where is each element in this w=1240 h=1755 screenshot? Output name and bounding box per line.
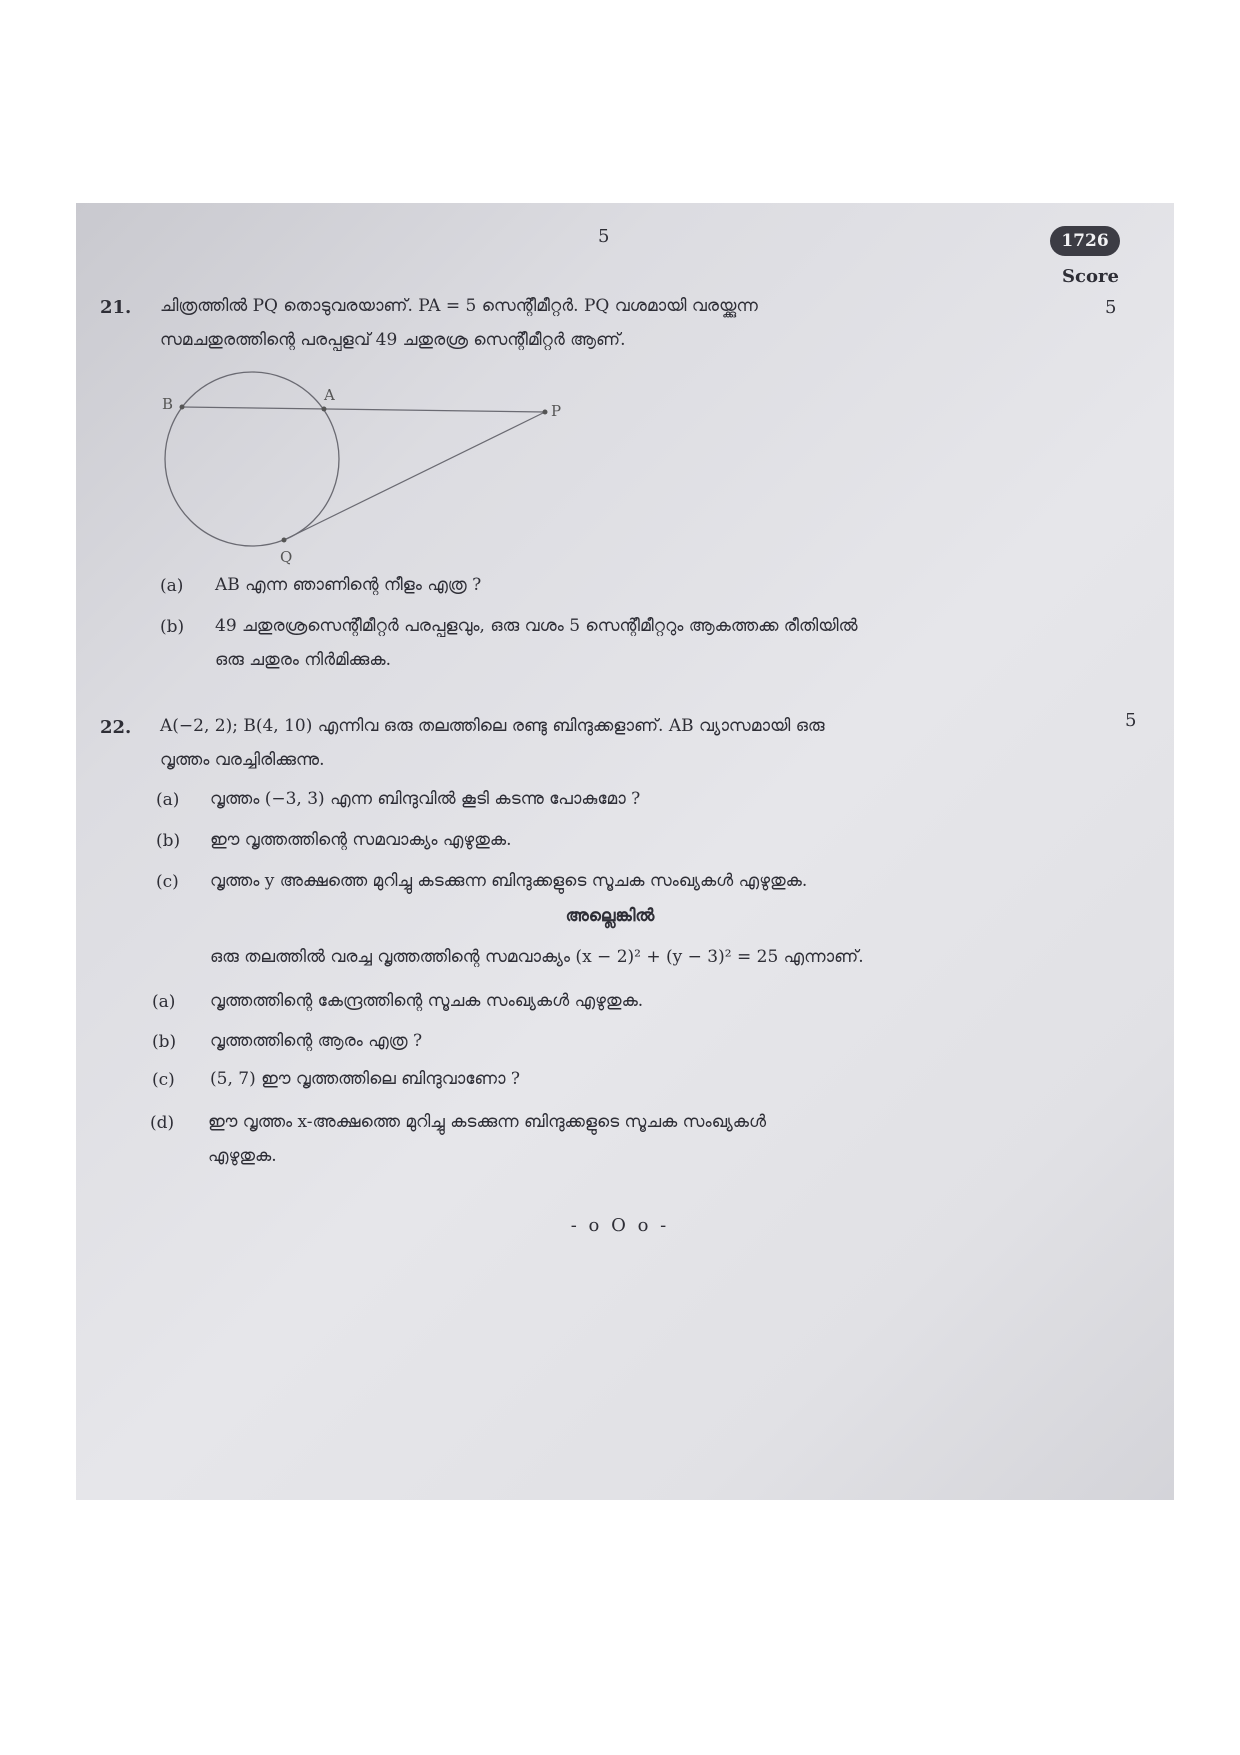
question-text <box>160 289 1060 357</box>
option-text-line: എഴുതുക. <box>208 1146 277 1166</box>
question-text <box>160 709 1100 777</box>
page-number: 5 <box>598 226 610 247</box>
option-text: വൃത്തത്തിന്റെ കേന്ദ്രത്തിന്റെ സൂചക സംഖ്യകൾ എഴുതുക. <box>210 991 644 1011</box>
point-b <box>180 405 185 410</box>
option-label: (d) <box>150 1113 175 1133</box>
label-q: Q <box>280 548 293 566</box>
option-label: (c) <box>156 872 179 892</box>
option-label: (a) <box>152 992 176 1012</box>
label-a: A <box>324 386 335 404</box>
circle <box>165 372 339 546</box>
secant-line <box>182 407 545 412</box>
question-text-line: വൃത്തം വരച്ചിരിക്കുന്നു. <box>160 750 325 770</box>
question-text-line: സമചതുരത്തിന്റെ പരപ്പളവ് 49 ചതുരശ്ര സെന്റീമീറ്റർ ആണ്. <box>160 330 626 350</box>
point-p <box>543 410 548 415</box>
paper-code-badge: 1726 <box>1050 226 1120 256</box>
score-column-label: Score <box>1062 266 1119 287</box>
or-separator: അല്ലെങ്കിൽ <box>565 906 655 926</box>
option-text <box>215 609 1085 677</box>
label-p: P <box>551 402 562 420</box>
option-text: AB എന്ന ഞാണിന്റെ നീളം എത്ര ? <box>215 575 482 595</box>
tangent-line <box>284 412 545 540</box>
option-text-line: 49 ചതുരശ്രസെന്റീമീറ്റർ പരപ്പളവും, ഒരു വശം 5 സെന്റീമീറ്ററും ആകത്തക്ക രീതിയിൽ <box>215 616 858 636</box>
question-text-line: ചിത്രത്തിൽ PQ തൊടുവരയാണ്. PA = 5 സെന്റീമീറ്റർ. PQ വശമായി വരയ്ക്കുന്ന <box>160 296 758 316</box>
point-a <box>322 407 327 412</box>
end-of-paper-mark: - o O o - <box>570 1215 670 1236</box>
label-b: B <box>162 395 174 413</box>
question-score: 5 <box>1125 710 1137 731</box>
option-text: വൃത്തം (−3, 3) എന്ന ബിന്ദുവിൽ കൂടി കടന്നു പോകുമോ ? <box>210 789 641 809</box>
option-label: (b) <box>152 1032 177 1052</box>
option-text: വൃത്തത്തിന്റെ ആരം എത്ര ? <box>210 1031 423 1051</box>
option-label: (b) <box>160 617 185 637</box>
option-text-line: ഈ വൃത്തം x-അക്ഷത്തെ മുറിച്ചു കടക്കുന്ന ബിന്ദുക്കളുടെ സൂചക സംഖ്യകൾ <box>208 1112 767 1132</box>
option-label: (a) <box>160 576 184 596</box>
option-text: (5, 7) ഈ വൃത്തത്തിലെ ബിന്ദുവാണോ ? <box>210 1069 521 1089</box>
option-text: ഈ വൃത്തത്തിന്റെ സമവാക്യം എഴുതുക. <box>210 830 512 850</box>
question-number: 21. <box>100 297 132 318</box>
option-text-line: ഒരു ചതുരം നിർമിക്കുക. <box>215 650 391 670</box>
option-label: (a) <box>156 790 180 810</box>
option-text: വൃത്തം y അക്ഷത്തെ മുറിച്ചു കടക്കുന്ന ബിന്ദുക്കളുടെ സൂചക സംഖ്യകൾ എഴുതുക. <box>210 871 808 891</box>
point-q <box>282 538 287 543</box>
question-text-line: A(−2, 2); B(4, 10) എന്നിവ ഒരു തലത്തിലെ രണ്ടു ബിന്ദുക്കളാണ്. AB വ്യാസമായി ഒരു <box>160 716 825 736</box>
circle-tangent-figure <box>150 370 580 570</box>
option-label: (b) <box>156 831 181 851</box>
question-score: 5 <box>1105 297 1117 318</box>
option-label: (c) <box>152 1070 175 1090</box>
question-number: 22. <box>100 717 132 738</box>
alternate-question-text: ഒരു തലത്തിൽ വരച്ച വൃത്തത്തിന്റെ സമവാക്യം (x − 2)² + (y − 3)² = 25 എന്നാണ്. <box>210 947 864 967</box>
option-text <box>208 1105 1108 1173</box>
